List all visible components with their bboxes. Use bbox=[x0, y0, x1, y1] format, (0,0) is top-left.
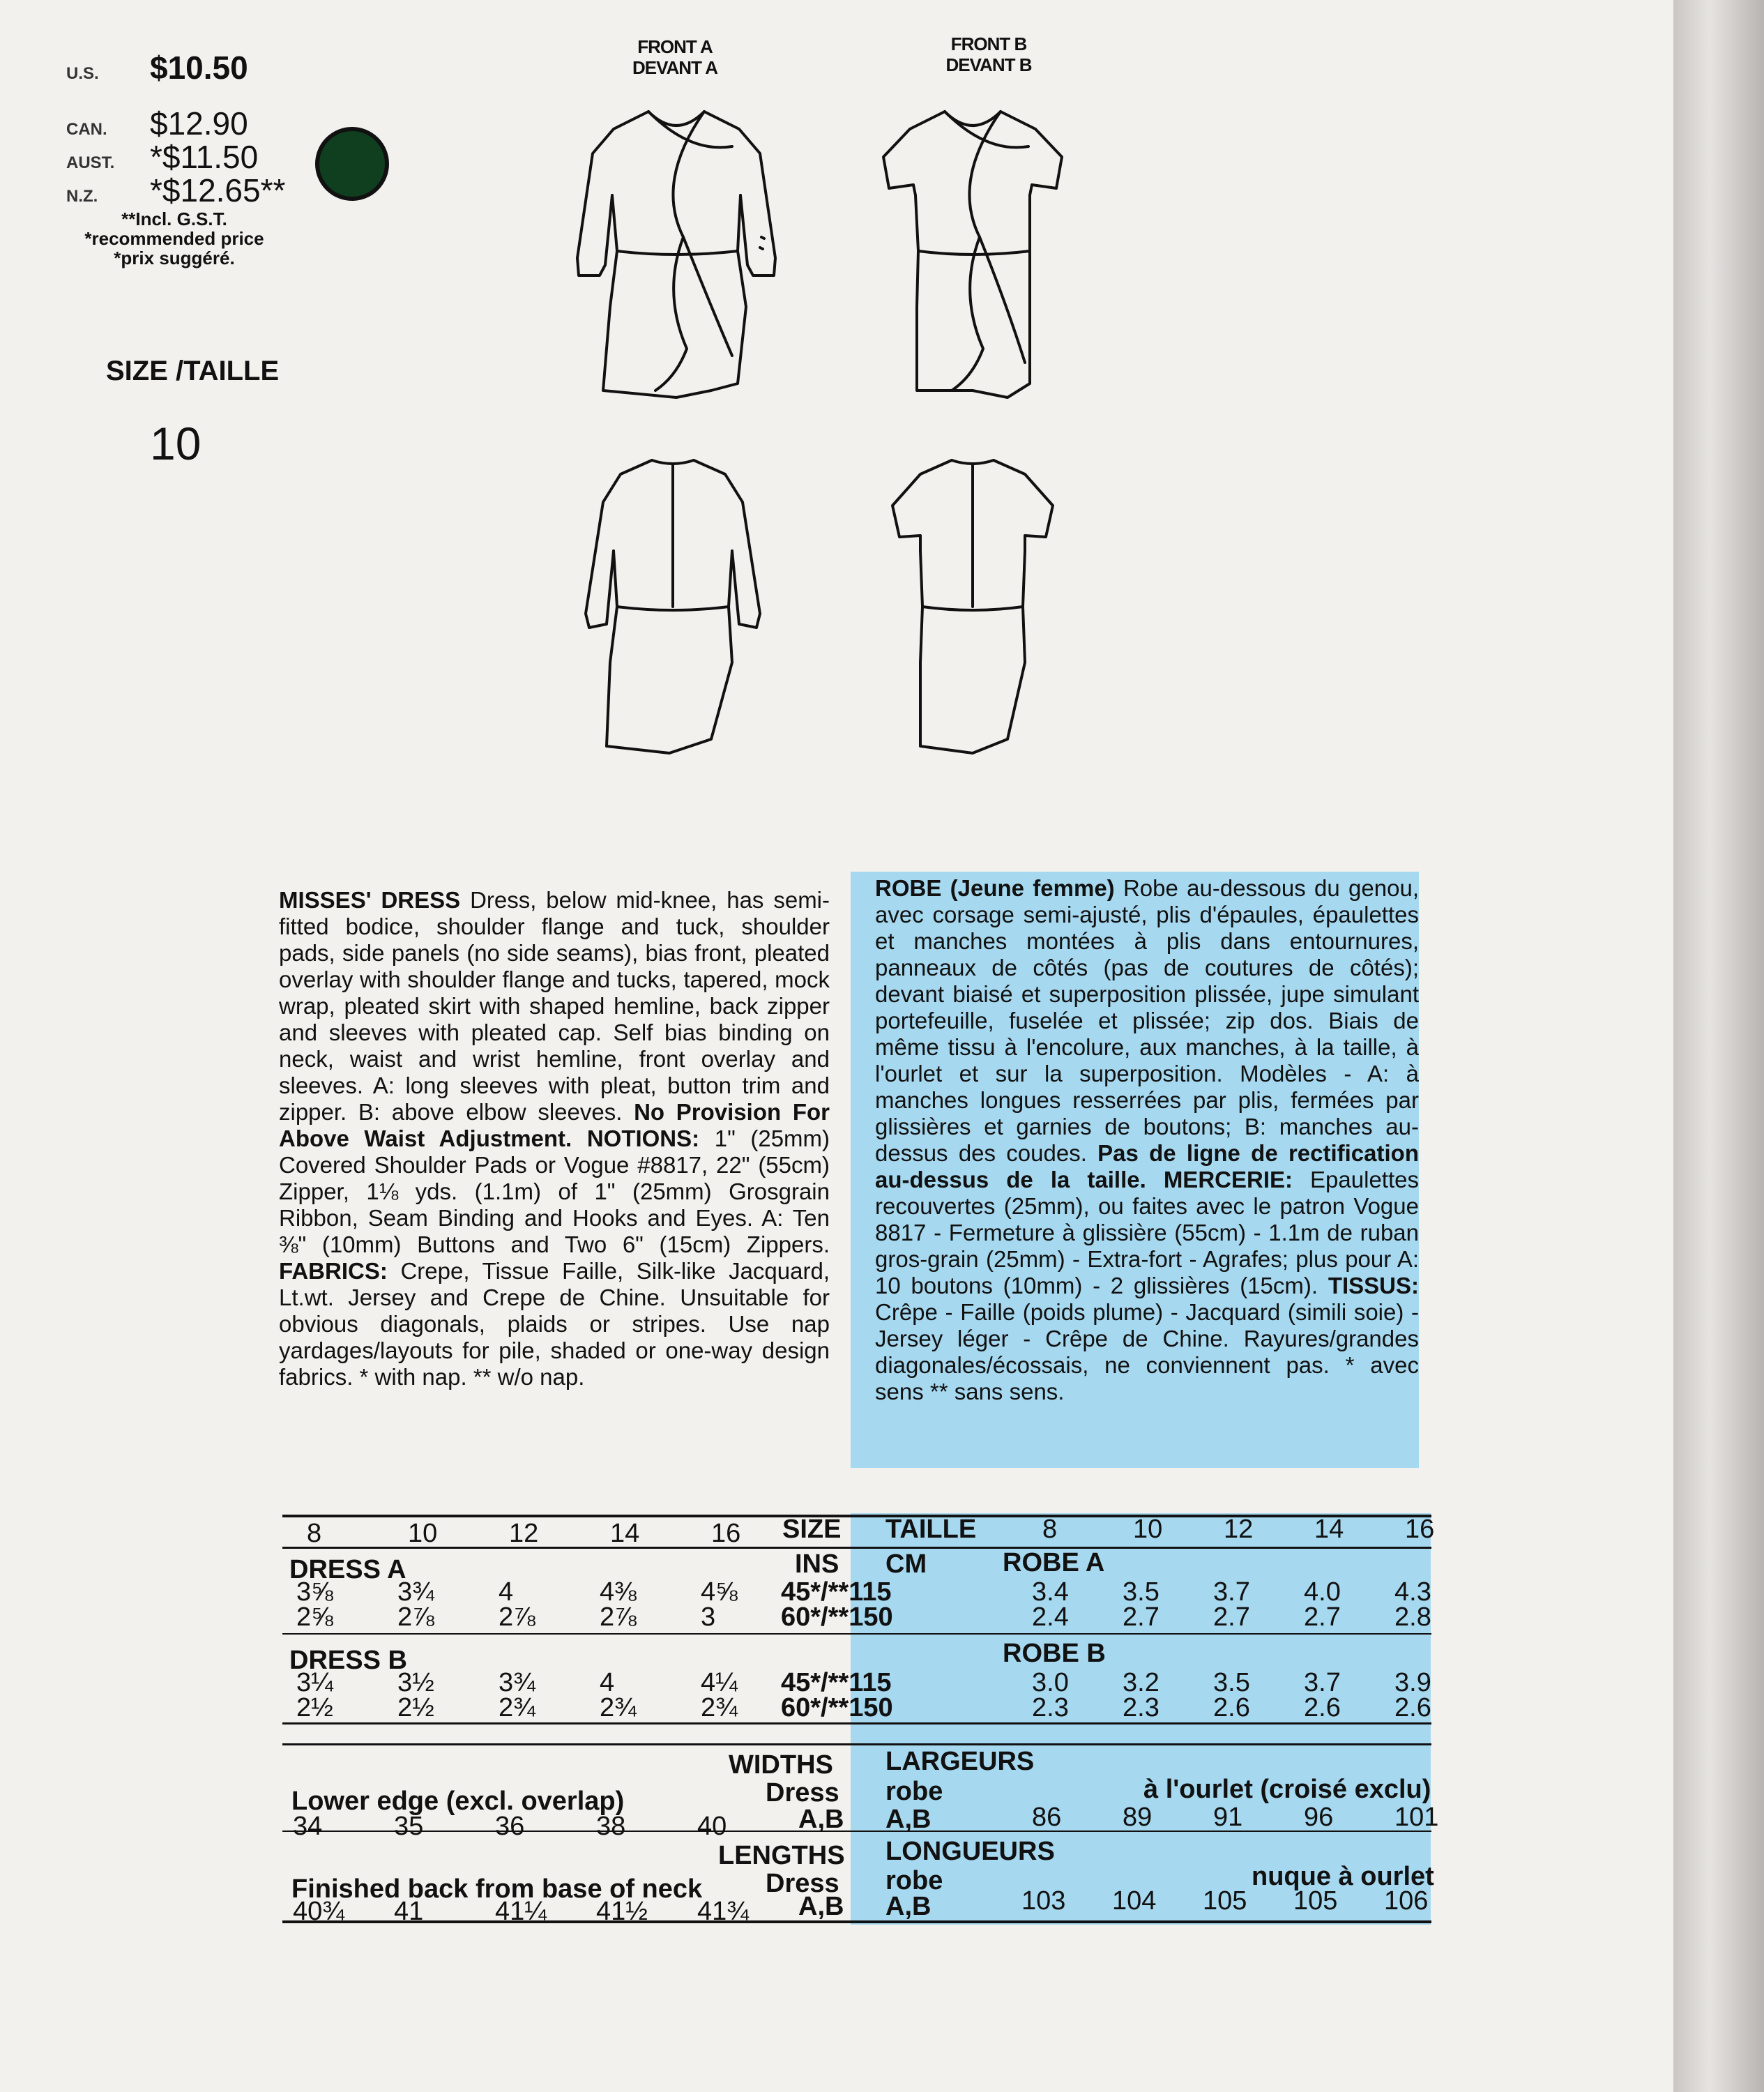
widths-ab-label: A,B bbox=[798, 1805, 844, 1834]
yardage-fr-cell: 3.5 bbox=[1123, 1577, 1159, 1607]
fabric-width: 45*/**115 bbox=[781, 1577, 892, 1607]
yardage-fr-cell: 3.7 bbox=[1213, 1577, 1250, 1607]
back-length-en-cell: 41½ bbox=[596, 1897, 648, 1926]
lower-edge-en-cell: 40 bbox=[697, 1812, 727, 1841]
yardage-en-cell: 2⅝ bbox=[296, 1602, 333, 1632]
back-length-en-cell: 41 bbox=[394, 1897, 424, 1926]
desc-en-fabrics: Crepe, Tissue Faille, Silk-like Jacquard, Lt.wt. Jersey and Crepe de Chine. Unsuitable for obvious diagonals, plaids or stripes. Use nap yardages/layouts for pile, shaded or one-way design fabrics. * with nap. ** w/o nap. bbox=[279, 1258, 830, 1390]
price-code: CAN. bbox=[66, 120, 107, 139]
yardage-en-cell: 2¾ bbox=[600, 1693, 637, 1722]
yardage-fr-cell: 2.7 bbox=[1213, 1602, 1250, 1632]
lengths-dress-label: Dress bbox=[766, 1869, 839, 1898]
yardage-fr-cell: 4.3 bbox=[1394, 1577, 1431, 1607]
finished-back-label: Finished back from base of neck bbox=[291, 1874, 703, 1904]
yardage-en-cell: 2⅞ bbox=[499, 1602, 535, 1632]
size-label: SIZE /TAILLE bbox=[106, 356, 280, 386]
price-code: AUST. bbox=[66, 153, 115, 172]
yardage-fr-cell: 2.4 bbox=[1032, 1602, 1069, 1632]
lower-edge-fr-cell: 89 bbox=[1123, 1803, 1153, 1832]
yardage-en-cell: 4⅝ bbox=[701, 1577, 738, 1607]
front-a-sketch bbox=[572, 98, 781, 404]
widths-dress-label: Dress bbox=[766, 1778, 839, 1807]
size-header-fr: 8 bbox=[1042, 1515, 1058, 1544]
lower-edge-label: Lower edge (excl. overlap) bbox=[291, 1787, 625, 1816]
cm-label: CM bbox=[885, 1549, 927, 1579]
back-b-sketch bbox=[882, 453, 1063, 760]
lower-edge-fr-cell: 86 bbox=[1032, 1803, 1062, 1832]
table-rule bbox=[282, 1515, 1431, 1517]
desc-fr-fabrics: Crêpe - Faille (poids plume) - Jacquard (simili soie) - Jersey léger - Crêpe de Chine. Rayures/grandes diagonales/écossais, ne conviennent pas. * avec sens ** sans sens. bbox=[875, 1299, 1419, 1404]
desc-en-notions-label: NOTIONS: bbox=[586, 1125, 700, 1151]
yardage-fr-cell: 2.7 bbox=[1304, 1602, 1341, 1632]
description-en bbox=[279, 887, 830, 1390]
lengths-label: LENGTHS bbox=[718, 1841, 845, 1870]
desc-fr-body: Robe au-dessous du genou, avec corsage semi-ajusté, plis d'épaules, épaulettes et manches montées à plis dans entournures, panneaux de côtés (pas de coutures de côtés); devant biaisé et superposition plissée, jupe simulant portefeuille, fuselée et plissée; zip dos. Biais de même tissu à l'encolure, aux manches, à la taille, à l'ourlet et sur la superposition. Modèles - A: à manches longues resserrées par plis, fermées par glissières et garnies de boutons; B: manches au-dessus des coudes. bbox=[875, 875, 1419, 1166]
price-note: **Incl. G.S.T. bbox=[121, 209, 227, 229]
back-length-en-cell: 41¼ bbox=[495, 1897, 547, 1926]
fabric-width: 60*/**150 bbox=[781, 1693, 893, 1722]
front-b-label bbox=[919, 33, 1058, 75]
dress-a-label: DRESS A bbox=[289, 1555, 406, 1584]
yardage-fr-cell: 3.9 bbox=[1394, 1668, 1431, 1697]
taille-header-label: TAILLE bbox=[885, 1515, 977, 1544]
back-length-fr-cell: 105 bbox=[1293, 1886, 1338, 1916]
size-header-en: 16 bbox=[711, 1519, 741, 1548]
front-b-sketch bbox=[875, 98, 1070, 404]
size-header-label: SIZE bbox=[782, 1515, 842, 1544]
yardage-fr-cell: 3.4 bbox=[1032, 1577, 1069, 1607]
lower-edge-fr-cell: 96 bbox=[1304, 1803, 1334, 1832]
desc-en-notions: 1" (25mm) Covered Shoulder Pads or Vogue #8817, 22" (55cm) Zipper, 1⅛ yds. (1.1m) of 1" (25mm) Grosgrain Ribbon, Seam Binding and Hooks and Eyes. A: Ten ⅜" (10mm) Buttons and Two 6" (15cm) Zippers. bbox=[279, 1125, 830, 1257]
yardage-fr-cell: 2.3 bbox=[1032, 1693, 1069, 1722]
lengths-ab-label: A,B bbox=[798, 1892, 844, 1921]
yardage-en-cell: 3¾ bbox=[499, 1668, 535, 1697]
size-header-fr: 10 bbox=[1133, 1515, 1163, 1544]
size-header-en: 14 bbox=[610, 1519, 640, 1548]
lower-edge-en-cell: 34 bbox=[293, 1812, 323, 1841]
table-rule bbox=[282, 1633, 1431, 1635]
yardage-fr-cell: 3.2 bbox=[1123, 1668, 1159, 1697]
yardage-en-cell: 4 bbox=[499, 1577, 514, 1607]
price-nz bbox=[66, 172, 285, 209]
lower-edge-en-cell: 35 bbox=[394, 1812, 424, 1841]
lengths-robe-label: robe bbox=[885, 1866, 943, 1895]
front-b-label-fr: DEVANT B bbox=[945, 54, 1032, 75]
price-note: *recommended price bbox=[84, 228, 264, 249]
desc-en-no-provision: No Provision For Above Waist Adjustment. bbox=[279, 1099, 830, 1151]
yardage-en-cell: 2½ bbox=[296, 1693, 333, 1722]
table-rule bbox=[282, 1920, 1431, 1923]
yardage-en-cell: 4 bbox=[600, 1668, 615, 1697]
widths-ab-label-fr: A,B bbox=[885, 1805, 932, 1834]
fabric-width: 45*/**115 bbox=[781, 1668, 892, 1697]
yardage-fr-cell: 2.6 bbox=[1304, 1693, 1341, 1722]
yardage-fr-cell: 2.6 bbox=[1394, 1693, 1431, 1722]
yardage-en-cell: 2½ bbox=[397, 1693, 434, 1722]
price-aust bbox=[66, 138, 258, 176]
yardage-en-cell: 3 bbox=[701, 1602, 716, 1632]
table-rule bbox=[282, 1743, 1431, 1745]
description-fr bbox=[875, 875, 1419, 1405]
front-a-label-en: FRONT A bbox=[637, 36, 713, 57]
front-a-label bbox=[605, 36, 745, 78]
front-a-label-fr: DEVANT A bbox=[632, 57, 717, 78]
lower-edge-en-cell: 38 bbox=[596, 1812, 626, 1841]
desc-fr-notions: Epaulettes recouvertes (25mm), ou faites avec le patron Vogue 8817 - Fermeture à glissière (55cm) - 1.1m de ruban gros-grain (25mm) - Extra-fort - Agrafes; plus pour A: 10 boutons (10mm) - 2 glissières (15cm). bbox=[875, 1167, 1419, 1298]
back-length-fr-cell: 103 bbox=[1021, 1886, 1066, 1916]
yardage-en-cell: 3¼ bbox=[296, 1668, 333, 1697]
price-value: $12.90 bbox=[150, 105, 248, 142]
yardage-en-cell: 3¾ bbox=[397, 1577, 434, 1607]
price-us bbox=[66, 49, 248, 86]
yardage-en-cell: 3⅝ bbox=[296, 1577, 333, 1607]
table-rule bbox=[282, 1547, 1431, 1549]
dress-b-label: DRESS B bbox=[289, 1646, 407, 1675]
envelope-edge bbox=[1673, 0, 1764, 2092]
back-length-en-cell: 40¾ bbox=[293, 1897, 344, 1926]
price-notes bbox=[66, 209, 282, 268]
yardage-fr-cell: 3.7 bbox=[1304, 1668, 1341, 1697]
size-header-fr: 12 bbox=[1224, 1515, 1254, 1544]
price-value: *$11.50 bbox=[150, 139, 259, 175]
size-header-en: 12 bbox=[509, 1519, 539, 1548]
size-header-fr: 14 bbox=[1314, 1515, 1344, 1544]
size-value: 10 bbox=[150, 418, 202, 469]
size-header-fr: 16 bbox=[1405, 1515, 1435, 1544]
size-header-en: 10 bbox=[408, 1519, 438, 1548]
desc-fr-fabrics-label: TISSUS: bbox=[1328, 1273, 1420, 1298]
desc-fr-title: ROBE (Jeune femme) bbox=[875, 875, 1115, 901]
size-header-en: 8 bbox=[307, 1519, 322, 1548]
longueurs-label: LONGUEURS bbox=[885, 1837, 1055, 1866]
price-can bbox=[66, 105, 248, 142]
widths-robe-label: robe bbox=[885, 1777, 943, 1806]
lower-edge-fr-cell: 101 bbox=[1394, 1803, 1439, 1832]
table-rule bbox=[282, 1830, 1431, 1832]
yardage-en-cell: 4⅜ bbox=[600, 1577, 637, 1607]
ins-label: INS bbox=[795, 1549, 839, 1579]
desc-en-fabrics-label: FABRICS: bbox=[279, 1258, 388, 1284]
yardage-fr-cell: 3.0 bbox=[1032, 1668, 1069, 1697]
desc-en-title: MISSES' DRESS bbox=[279, 887, 461, 913]
back-length-fr-cell: 106 bbox=[1384, 1886, 1429, 1916]
yardage-fr-cell: 2.7 bbox=[1123, 1602, 1159, 1632]
back-a-sketch bbox=[579, 453, 767, 760]
green-dot-marker bbox=[315, 127, 389, 201]
yardage-en-cell: 2¾ bbox=[701, 1693, 738, 1722]
fabric-width: 60*/**150 bbox=[781, 1602, 893, 1632]
widths-label: WIDTHS bbox=[729, 1750, 833, 1780]
largeurs-label: LARGEURS bbox=[885, 1747, 1035, 1776]
desc-fr-no-provision: Pas de ligne de rectification au-dessus de la taille. bbox=[875, 1140, 1419, 1192]
front-b-label-en: FRONT B bbox=[950, 33, 1027, 54]
price-note: *prix suggéré. bbox=[114, 248, 235, 268]
yardage-fr-cell: 2.3 bbox=[1123, 1693, 1159, 1722]
yardage-fr-cell: 3.5 bbox=[1213, 1668, 1250, 1697]
price-code: U.S. bbox=[66, 64, 99, 83]
robe-b-label: ROBE B bbox=[1003, 1639, 1106, 1668]
yardage-en-cell: 2⅞ bbox=[600, 1602, 637, 1632]
back-length-fr-cell: 105 bbox=[1203, 1886, 1247, 1916]
yardage-en-cell: 2⅞ bbox=[397, 1602, 434, 1632]
yardage-en-cell: 2¾ bbox=[499, 1693, 535, 1722]
robe-a-label: ROBE A bbox=[1003, 1548, 1105, 1577]
price-value: $10.50 bbox=[150, 50, 248, 86]
desc-fr-notions-label: MERCERIE: bbox=[1163, 1167, 1293, 1192]
nuque-label: nuque à ourlet bbox=[1252, 1862, 1434, 1891]
yardage-en-cell: 4¼ bbox=[701, 1668, 738, 1697]
lower-edge-fr-cell: 91 bbox=[1213, 1803, 1243, 1832]
price-value: *$12.65** bbox=[150, 172, 286, 209]
lengths-ab-label-fr: A,B bbox=[885, 1892, 932, 1921]
price-code: N.Z. bbox=[66, 187, 98, 206]
yardage-fr-cell: 2.6 bbox=[1213, 1693, 1250, 1722]
desc-en-body: Dress, below mid-knee, has semi-fitted bodice, shoulder flange and tuck, shoulder pads, side panels (no side seams), bias front, pleated overlay with shoulder flange and tucks, tapered, mock wrap, pleated skirt with shaped hemline, back zipper and sleeves with pleated cap. Self bias binding on neck, waist and wrist hemline, front overlay and sleeves. A: long sleeves with pleat, button trim and zipper. B: above elbow sleeves. bbox=[279, 887, 830, 1125]
yardage-fr-cell: 4.0 bbox=[1304, 1577, 1341, 1607]
lower-edge-en-cell: 36 bbox=[495, 1812, 525, 1841]
back-length-en-cell: 41¾ bbox=[697, 1897, 749, 1926]
back-length-fr-cell: 104 bbox=[1112, 1886, 1157, 1916]
yardage-en-cell: 3½ bbox=[397, 1668, 434, 1697]
lower-edge-fr-label: à l'ourlet (croisé exclu) bbox=[1143, 1775, 1431, 1804]
yardage-fr-cell: 2.8 bbox=[1394, 1602, 1431, 1632]
